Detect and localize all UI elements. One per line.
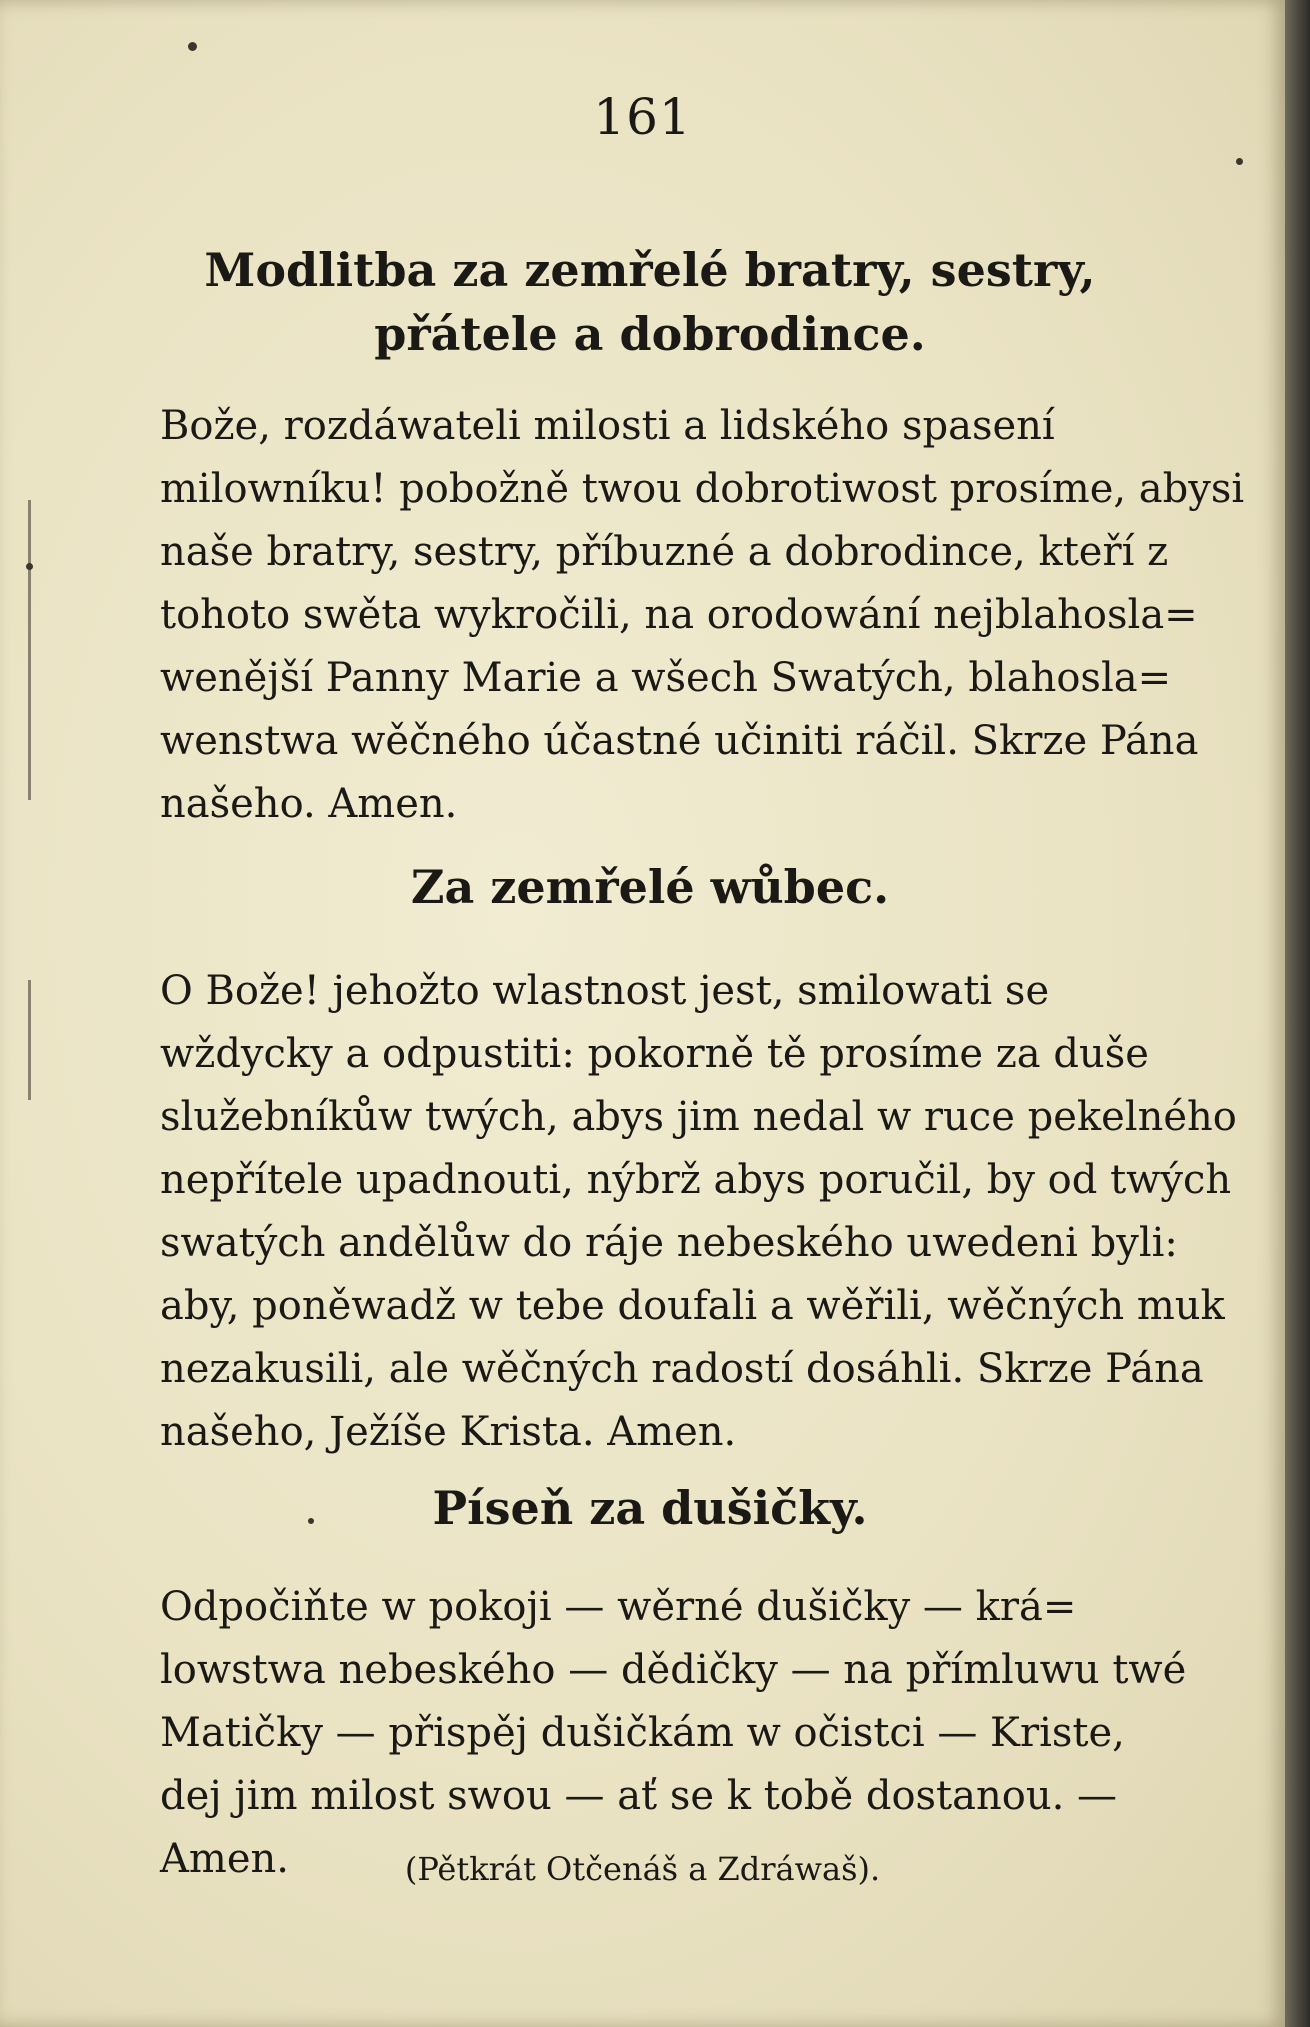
text-line: naše bratry, sestry, příbuzné a dobrodince, kteří z <box>160 529 1169 575</box>
text-line: milowníku! pobožně twou dobrotiwost prosíme, abysi <box>160 466 1245 512</box>
text-line: wždycky a odpustiti: pokorně tě prosíme za duše <box>160 1031 1149 1077</box>
text-line: Matičky — přispěj dušičkám w očistci — Kriste, <box>160 1710 1125 1756</box>
ink-speck <box>26 563 33 570</box>
text-line: služebníkůw twých, abys jim nedal w ruce pekelného <box>160 1094 1237 1140</box>
heading-line: Za zemřelé wůbec. <box>410 860 890 914</box>
text-line: O Bože! jehožto wlastnost jest, smilowati se <box>160 968 1050 1014</box>
section-2-body <box>160 960 1240 1464</box>
text-line: Bože, rozdáwateli milosti a lidského spasení <box>160 403 1055 449</box>
text-line: Amen. <box>160 1836 289 1882</box>
heading-line: přátele a dobrodince. <box>374 307 926 361</box>
section-1-body <box>160 395 1245 836</box>
text-line: Odpočiňte w pokoji — wěrné dušičky — krá= <box>160 1584 1077 1630</box>
footnote: (Pětkrát Otčenáš a Zdráwaš). <box>404 1850 881 1888</box>
margin-mark <box>28 500 31 800</box>
heading-line: Píseň za dušičky. <box>432 1481 868 1535</box>
margin-mark <box>28 980 31 1100</box>
text-line: tohoto swěta wykročili, na orodowání nejblahosla= <box>160 592 1198 638</box>
section-1-heading <box>150 238 1150 366</box>
text-line: nepřítele upadnouti, nýbrž abys poručil, by od twých <box>160 1157 1232 1203</box>
text-line: aby, poněwadž w tebe doufali a wěřili, wěčných muk <box>160 1283 1225 1329</box>
section-3-heading <box>150 1476 1150 1540</box>
section-2-heading <box>150 855 1150 919</box>
heading-line: Modlitba za zemřelé bratry, sestry, <box>204 243 1096 297</box>
ink-speck <box>1236 158 1243 165</box>
section-3-body <box>160 1576 1240 1891</box>
text-line: nezakusili, ale wěčných radostí dosáhli. Skrze Pána <box>160 1346 1204 1392</box>
ink-speck <box>188 42 197 51</box>
page-number: 161 <box>593 88 692 146</box>
text-line: našeho. Amen. <box>160 781 458 827</box>
text-line: dej jim milost swou — ať se k tobě dostanou. — <box>160 1773 1118 1819</box>
book-edge <box>1285 0 1310 2027</box>
text-line: našeho, Ježíše Krista. Amen. <box>160 1409 737 1455</box>
text-line: lowstwa nebeského — dědičky — na přímluwu twé <box>160 1647 1187 1693</box>
text-line: wenější Panny Marie a wšech Swatých, blahosla= <box>160 655 1172 701</box>
text-line: wenstwa wěčného účastné učiniti ráčil. Skrze Pána <box>160 718 1199 764</box>
text-line: swatých andělůw do ráje nebeského uwedeni byli: <box>160 1220 1178 1266</box>
